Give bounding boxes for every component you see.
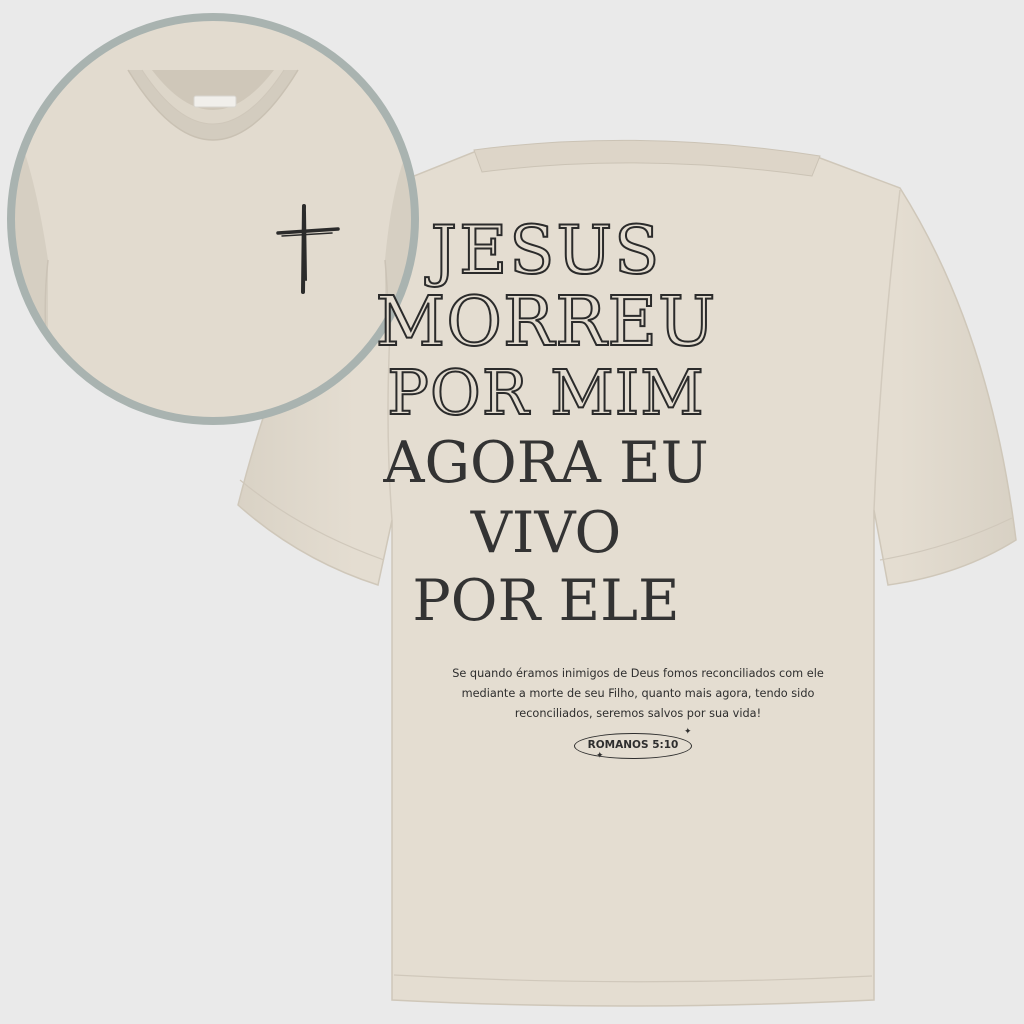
verse-line: Se quando éramos inimigos de Deus fomos reconciliados com ele — [452, 667, 824, 680]
bible-verse — [432, 664, 844, 724]
print-line-morreu: MORREU — [375, 283, 717, 362]
print-line-vivo: VIVO — [470, 500, 622, 566]
verse-reference-badge: ROMANOS 5:10 — [574, 733, 692, 759]
verse-line: reconciliados, seremos salvos por sua vida! — [514, 707, 762, 720]
sparkle-icon: ✦ — [596, 751, 604, 761]
print-line-jesus: JESUS — [430, 212, 662, 289]
print-line-por-mim: POR MIM — [387, 356, 705, 429]
print-line-agora-eu: AGORA EU — [383, 430, 709, 496]
neck-label — [194, 96, 236, 107]
print-line-por-ele: POR ELE — [412, 568, 680, 634]
sparkle-icon: ✦ — [684, 727, 692, 737]
verse-line: mediante a morte de seu Filho, quanto mais agora, tendo sido — [461, 687, 815, 700]
